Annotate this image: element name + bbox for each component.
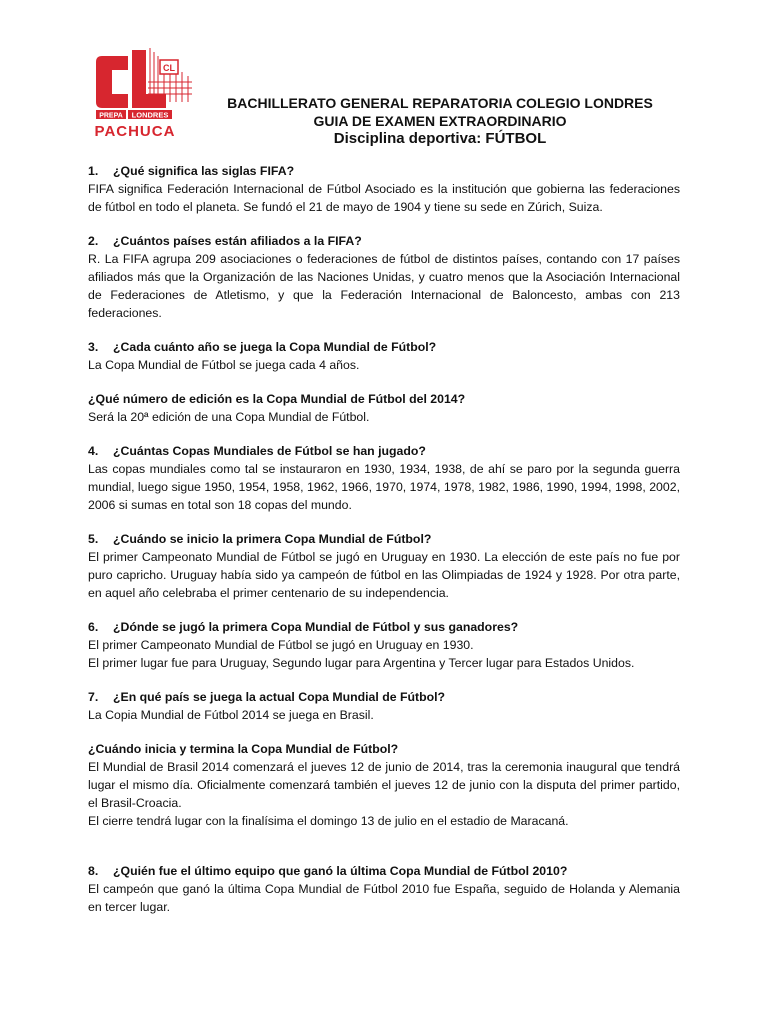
document-body [88, 162, 680, 916]
question-text: ¿Cuándo inicia y termina la Copa Mundial de Fútbol? [88, 742, 399, 756]
question-number: 1. [88, 164, 99, 178]
answer-text: FIFA significa Federación Internacional de Fútbol Asociado es la institución que gobierna las federaciones de fútbol en todo el planeta. Se fundó el 21 de mayo de 1904 y tiene su sede en Zúrich, Suiza. [88, 182, 680, 214]
question-text: ¿Qué número de edición es la Copa Mundial de Fútbol del 2014? [88, 392, 466, 406]
question-text: ¿En qué país se juega la actual Copa Mundial de Fútbol? [113, 690, 446, 704]
answer-text: La Copa Mundial de Fútbol se juega cada 4 años. [88, 358, 360, 372]
question-heading [88, 442, 680, 460]
question-number: 4. [88, 444, 99, 458]
header-school-name: BACHILLERATO GENERAL REPARATORIA COLEGIO LONDRES [227, 95, 653, 111]
svg-text:PREPA: PREPA [99, 112, 123, 120]
question-heading [88, 390, 680, 408]
question-number: 5. [88, 532, 99, 546]
question-heading [88, 232, 680, 250]
question-text: ¿Cuántas Copas Mundiales de Fútbol se han jugado? [113, 444, 426, 458]
question-heading [88, 618, 680, 636]
school-logo [88, 42, 194, 142]
svg-text:PACHUCA: PACHUCA [94, 123, 176, 140]
document-header [200, 94, 680, 148]
answer-text: El Mundial de Brasil 2014 comenzará el jueves 12 de junio de 2014, tras la ceremonia inaugural que tendrá lugar el mismo día. Oficialmente comenzará también el jueves 12 de junio con la disputa del primer partido, el Brasil-Croacia. [88, 760, 680, 810]
answer-text: El campeón que ganó la última Copa Mundial de Fútbol 2010 fue España, seguido de Holanda y Alemania en tercer lugar. [88, 882, 680, 914]
answer-text: La Copia Mundial de Fútbol 2014 se juega en Brasil. [88, 708, 374, 722]
question-heading [88, 688, 680, 706]
question-text: ¿Qué significa las siglas FIFA? [113, 164, 295, 178]
question-heading [88, 740, 680, 758]
answer-text: El primer Campeonato Mundial de Fútbol se jugó en Uruguay en 1930. La elección de este país no fue por puro capricho. Uruguay había sido ya campeón de fútbol en las Olimpiadas de 1924 y 1928. Por otra parte, en aquel año celebraba el primer centenario de su independencia. [88, 550, 680, 600]
question-text: ¿Cuántos países están afiliados a la FIFA? [113, 234, 362, 248]
answer-text: R. La FIFA agrupa 209 asociaciones o federaciones de fútbol de distintos países, contando con 17 países afiliados más que la Organización de las Naciones Unidas, y cuatro menos que la Asociación Internacional de Federaciones de Atletismo, y que la Federación Internacional de Baloncesto, ambas con 213 federaciones. [88, 252, 680, 320]
answer-text: El cierre tendrá lugar con la finalísima el domingo 13 de julio en el estadio de Maracaná. [88, 814, 569, 828]
question-text: ¿Quién fue el último equipo que ganó la última Copa Mundial de Fútbol 2010? [113, 864, 568, 878]
question-number: 6. [88, 620, 99, 634]
question-text: ¿Cada cuánto año se juega la Copa Mundial de Fútbol? [113, 340, 437, 354]
answer-text: Las copas mundiales como tal se instauraron en 1930, 1934, 1938, de ahí se paro por la segunda guerra mundial, luego sigue 1950, 1954, 1958, 1962, 1966, 1970, 1974, 1978, 1982, 1986, 1990, 1994, 1998, 2002, 2006 si sumas en total son 18 copas del mundo. [88, 462, 680, 512]
answer-text: Será la 20ª edición de una Copa Mundial de Fútbol. [88, 410, 370, 424]
question-heading [88, 862, 680, 880]
header-exam-title: GUIA DE EXAMEN EXTRAORDINARIO [313, 113, 567, 129]
svg-text:LONDRES: LONDRES [131, 110, 169, 120]
question-number: 2. [88, 234, 99, 248]
question-number: 7. [88, 690, 99, 704]
header-discipline: Disciplina deportiva: FÚTBOL [333, 130, 547, 147]
question-number: 8. [88, 864, 99, 878]
question-text: ¿Cuándo se inicio la primera Copa Mundial de Fútbol? [113, 532, 432, 546]
logo-badge-text: CL [163, 63, 175, 73]
question-number: 3. [88, 340, 99, 354]
question-heading [88, 530, 680, 548]
answer-text: El primer Campeonato Mundial de Fútbol se jugó en Uruguay en 1930. [88, 638, 474, 652]
question-heading [88, 162, 680, 180]
question-text: ¿Dónde se jugó la primera Copa Mundial de Fútbol y sus ganadores? [113, 620, 519, 634]
answer-text: El primer lugar fue para Uruguay, Segundo lugar para Argentina y Tercer lugar para Estados Unidos. [88, 656, 635, 670]
question-heading [88, 338, 680, 356]
